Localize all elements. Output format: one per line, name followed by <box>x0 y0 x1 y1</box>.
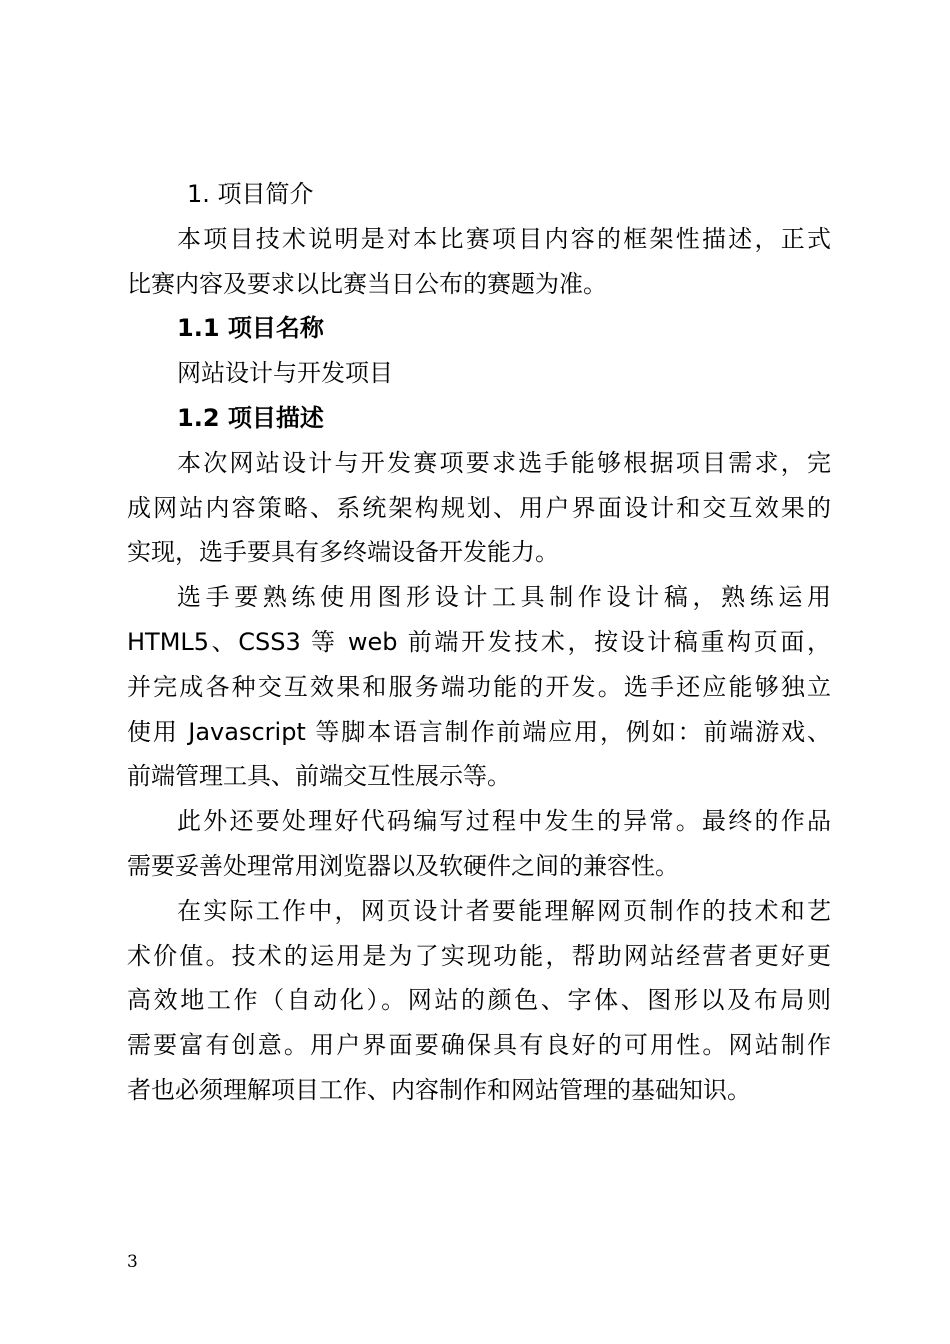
text-line: 需要妥善处理常用浏览器以及软硬件之间的兼容性。 <box>127 851 679 880</box>
text-line: 在实际工作中，网页设计者要能理解网页制作的技术和艺 <box>177 896 831 925</box>
description-paragraph-4 <box>127 889 831 1113</box>
text-line: 前端管理工具、前端交互性展示等。 <box>127 762 511 791</box>
description-paragraph-2 <box>127 575 831 799</box>
text-line: 术价值。技术的运用是为了实现功能，帮助网站经营者更好更 <box>127 941 831 970</box>
project-name-text: 网站设计与开发项目 <box>177 359 393 388</box>
text-line: 成网站内容策略、系统架构规划、用户界面设计和交互效果的 <box>127 493 831 522</box>
text-line: 选手要熟练使用图形设计工具制作设计稿，熟练运用 <box>177 583 831 612</box>
text-line: 高效地工作（自动化）。网站的颜色、字体、图形以及布局则 <box>127 986 831 1015</box>
subheading-project-name: 1.1 项目名称 <box>177 314 324 343</box>
section-heading <box>127 172 831 217</box>
intro-paragraph <box>127 217 831 307</box>
description-paragraph-3 <box>127 799 831 889</box>
text-line: 实现，选手要具有多终端设备开发能力。 <box>127 538 559 567</box>
description-paragraph-1 <box>127 441 831 575</box>
subheading-project-description: 1.2 项目描述 <box>177 403 324 432</box>
text-line: 使用 Javascript 等脚本语言制作前端应用，例如：前端游戏、 <box>127 717 831 746</box>
text-line: 比赛内容及要求以比赛当日公布的赛题为准。 <box>127 269 607 298</box>
section-title: 项目简介 <box>217 180 314 208</box>
text-line: 本次网站设计与开发赛项要求选手能够根据项目需求，完 <box>177 448 831 477</box>
text-line: HTML5、CSS3 等 web 前端开发技术，按设计稿重构页面， <box>127 627 831 656</box>
text-line: 需要富有创意。用户界面要确保具有良好的可用性。网站制作 <box>127 1031 831 1060</box>
page-number: 3 <box>127 1252 138 1272</box>
document-page <box>127 172 831 1113</box>
section-number: 1. <box>187 180 210 208</box>
text-line: 者也必须理解项目工作、内容制作和网站管理的基础知识。 <box>127 1075 751 1104</box>
text-line: 此外还要处理好代码编写过程中发生的异常。最终的作品 <box>177 807 831 836</box>
text-line: 并完成各种交互效果和服务端功能的开发。选手还应能够独立 <box>127 672 831 701</box>
text-line: 本项目技术说明是对本比赛项目内容的框架性描述，正式 <box>177 224 831 253</box>
